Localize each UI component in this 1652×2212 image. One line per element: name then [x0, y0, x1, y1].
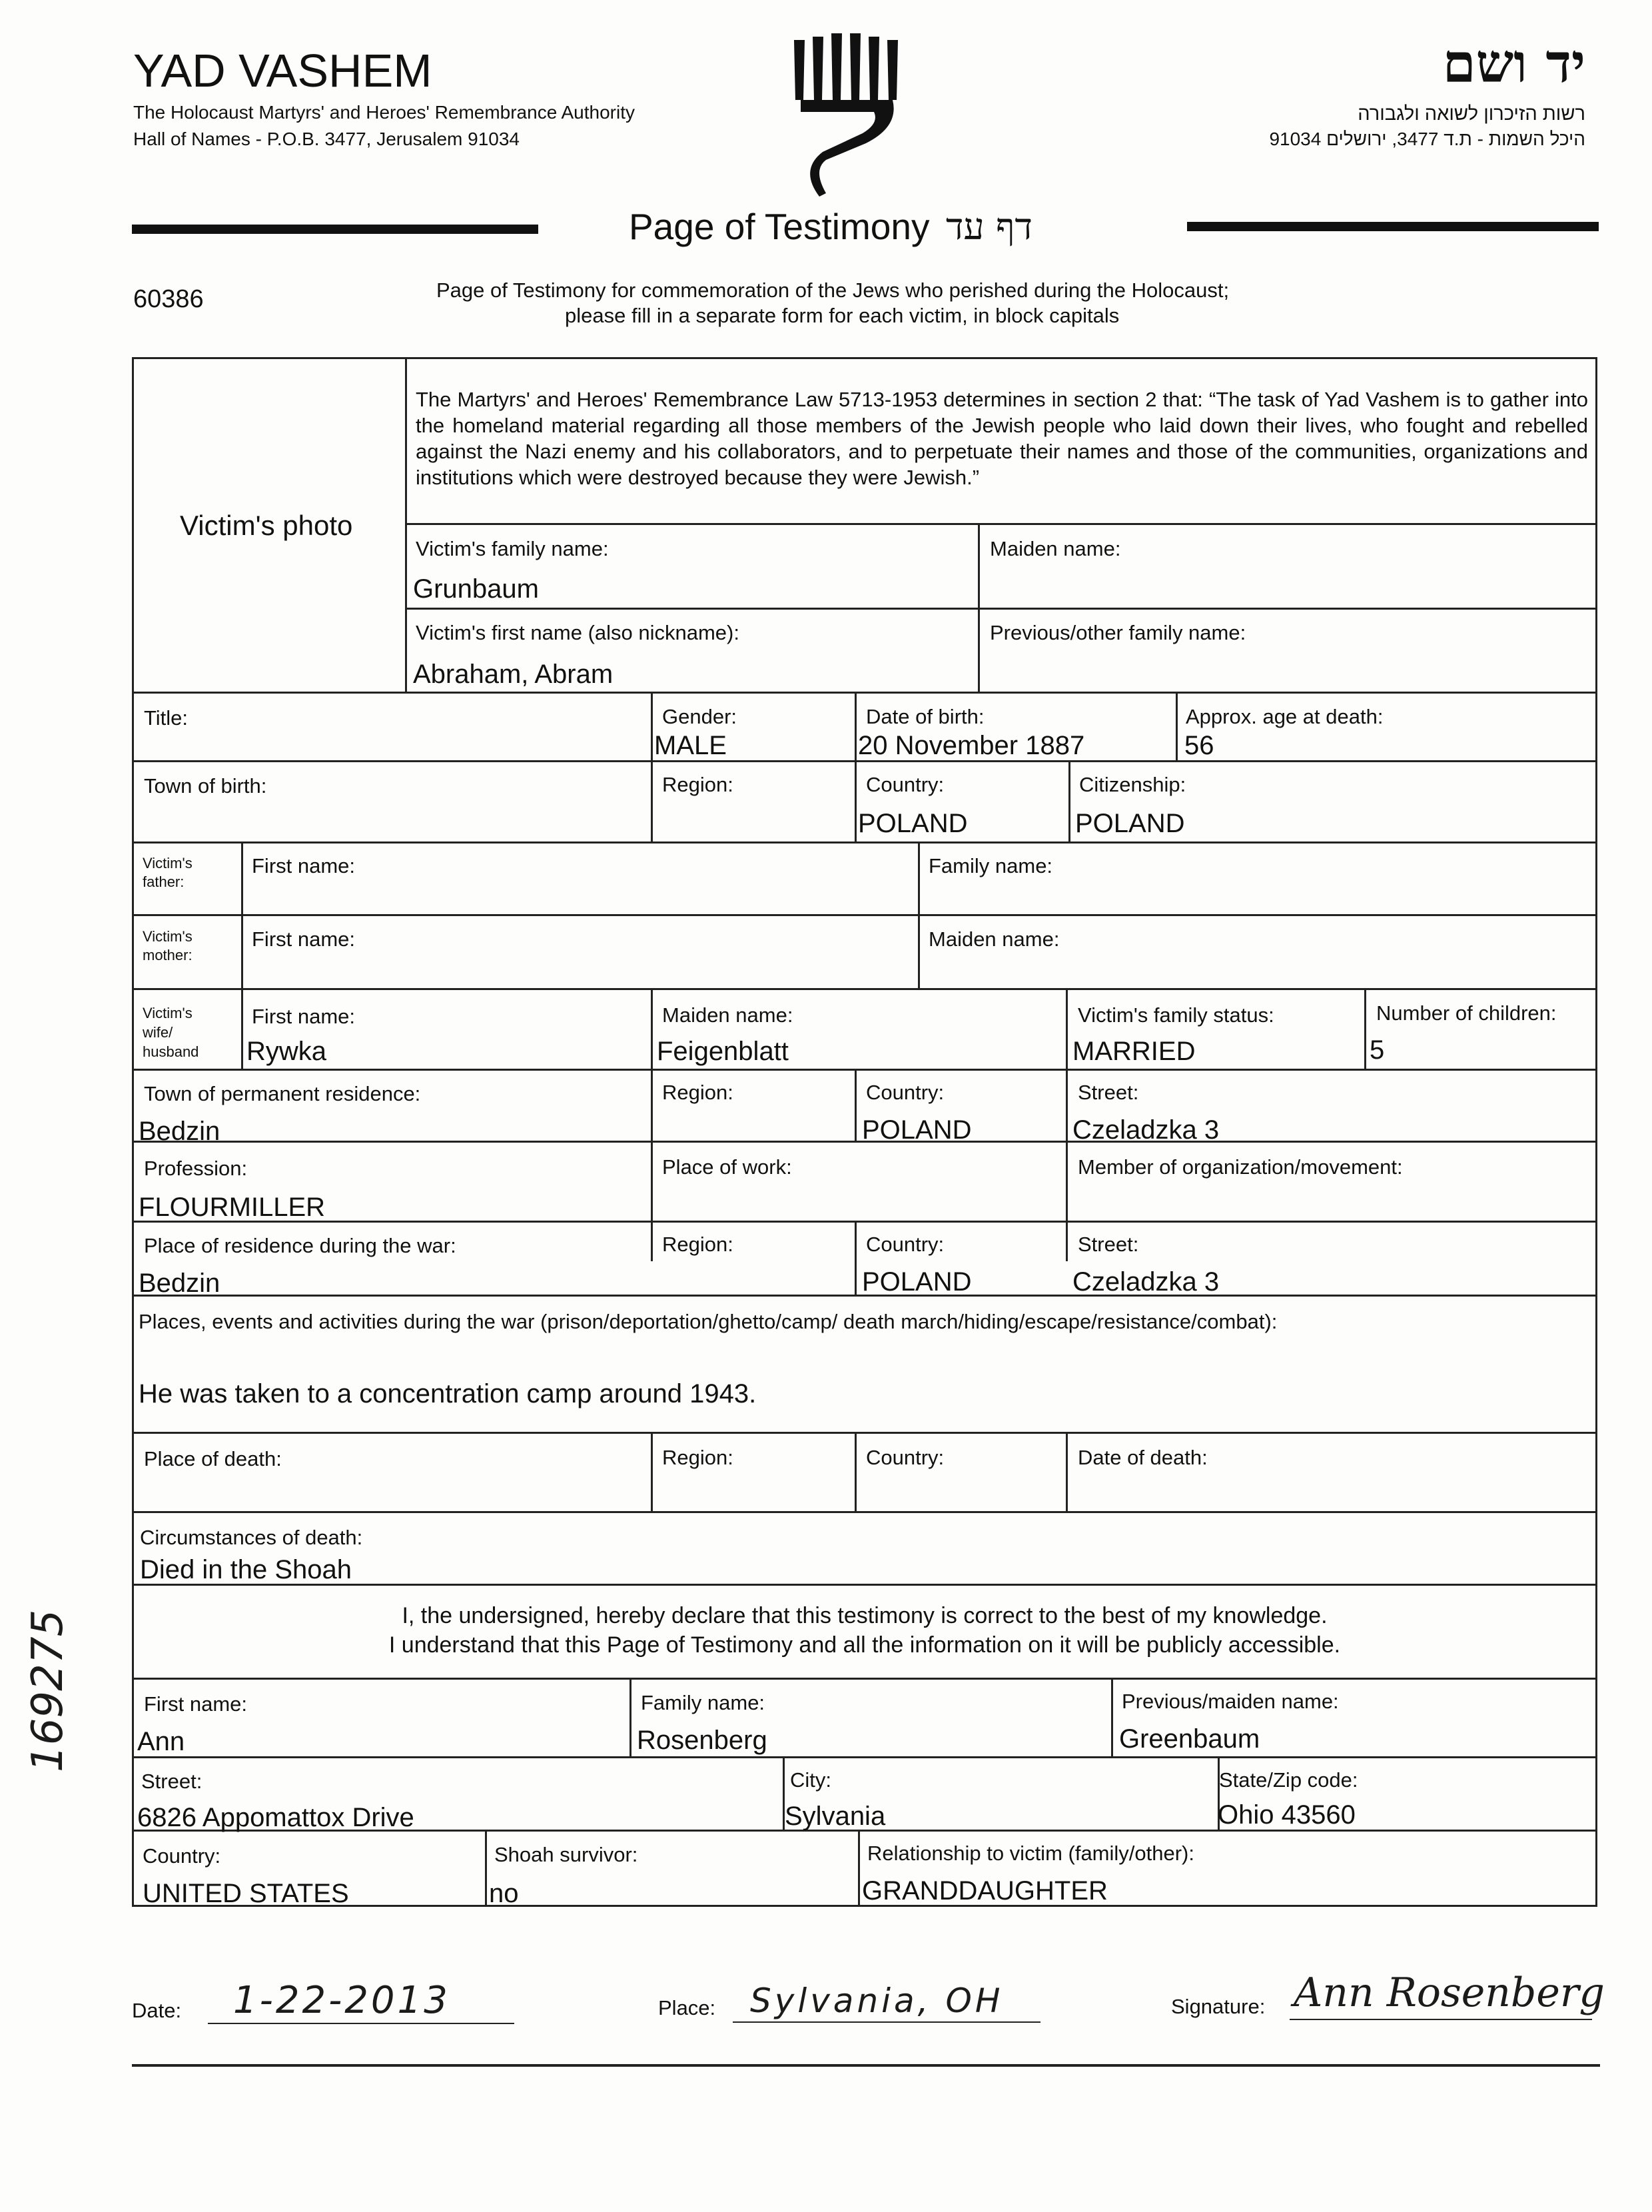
yad-vashem-logo — [786, 27, 906, 200]
title-label: Title: — [144, 706, 189, 730]
relationship-label: Relationship to victim (family/other): — [867, 1842, 1194, 1865]
age-at-death-value: 56 — [1184, 731, 1214, 760]
birth-country-label: Country: — [866, 773, 945, 796]
victim-first-name: Abraham, Abram — [413, 660, 614, 689]
relationship-value: GRANDDAUGHTER — [862, 1876, 1108, 1906]
mother-maiden-name-label: Maiden name: — [929, 927, 1060, 951]
father-family-name-label: Family name: — [929, 854, 1053, 877]
war-region-label: Region: — [662, 1233, 733, 1256]
law-text: The Martyrs' and Heroes' Remembrance Law 5713-1953 determines in section 2 that: “The task of Yad Vashem is to gather into the homeland material regarding all those members of the Jewish people who laid down their lives, who fought and rebelled against the Nazi enemy and his collaborators, and to perpetuate their names and those of the communities, organizations and institutions which were destroyed because they were Jewish.” — [416, 388, 1588, 489]
father-row-label: Victim's father: — [143, 855, 193, 890]
war-residence-town: Bedzin — [139, 1269, 220, 1298]
submitter-state-label: State/Zip code: — [1219, 1768, 1358, 1792]
number-of-children-label: Number of children: — [1376, 1001, 1557, 1025]
submitter-family-name: Rosenberg — [637, 1726, 767, 1755]
war-residence-label: Place of residence during the war: — [144, 1234, 456, 1257]
circumstances-value: Died in the Shoah — [140, 1555, 352, 1584]
org-subtitle: The Holocaust Martyrs' and Heroes' Remembrance Authority — [133, 102, 635, 123]
spouse-maiden-name: Feigenblatt — [657, 1037, 789, 1066]
war-events-value: He was taken to a concentration camp around 1943. — [139, 1379, 757, 1408]
victim-first-name-label: Victim's first name (also nickname): — [416, 621, 739, 644]
dob-label: Date of birth: — [866, 705, 985, 728]
org-subtitle-hebrew: רשות הזיכרון לשואה ולגבורה — [1358, 103, 1585, 125]
header-rule-right — [1187, 222, 1599, 231]
bottom-rule — [132, 2064, 1600, 2067]
submitter-street: 6826 Appomattox Drive — [137, 1803, 414, 1832]
mother-row-label: Victim's mother: — [143, 928, 193, 963]
circumstances-label: Circumstances of death: — [140, 1526, 363, 1549]
form-number: 60386 — [133, 285, 204, 313]
permanent-street-value: Czeladzka 3 — [1072, 1115, 1220, 1145]
header-rule-left — [132, 225, 538, 234]
dob-value: 20 November 1887 — [858, 731, 1085, 760]
form-title: Page of Testimony — [629, 206, 930, 247]
submitter-previous-name-label: Previous/maiden name: — [1122, 1690, 1339, 1713]
place-of-death-label: Place of death: — [144, 1447, 282, 1470]
permanent-town-value: Bedzin — [139, 1117, 220, 1146]
profession-label: Profession: — [144, 1157, 248, 1180]
submitter-first-name: Ann — [137, 1727, 185, 1756]
family-status-label: Victim's family status: — [1078, 1003, 1274, 1027]
war-street-value: Czeladzka 3 — [1072, 1267, 1220, 1297]
number-of-children-value: 5 — [1370, 1035, 1385, 1065]
permanent-country-value: POLAND — [862, 1115, 972, 1145]
spouse-maiden-name-label: Maiden name: — [662, 1003, 793, 1027]
war-country-value: POLAND — [862, 1267, 972, 1297]
war-country-label: Country: — [866, 1233, 945, 1256]
margin-note: 169275 — [23, 1609, 73, 1772]
shoah-survivor-label: Shoah survivor: — [494, 1843, 638, 1866]
org-name-hebrew: יד ושם — [1442, 32, 1585, 95]
submitter-country: UNITED STATES — [143, 1879, 349, 1908]
father-first-name-label: First name: — [252, 854, 356, 877]
place-of-work-label: Place of work: — [662, 1155, 792, 1179]
shoah-survivor-value: no — [489, 1879, 519, 1908]
signature-value: Ann Rosenberg — [1294, 1969, 1605, 2016]
permanent-region-label: Region: — [662, 1081, 733, 1104]
death-region-label: Region: — [662, 1446, 733, 1469]
submitter-previous-name: Greenbaum — [1119, 1724, 1260, 1754]
citizenship-label: Citizenship: — [1079, 773, 1186, 796]
submitter-state: Ohio 43560 — [1218, 1800, 1356, 1830]
declaration-line-1: I, the undersigned, hereby declare that this testimony is correct to the best of my knowledge. — [402, 1603, 1328, 1628]
org-name: YAD VASHEM — [133, 45, 432, 97]
permanent-street-label: Street: — [1078, 1081, 1139, 1104]
permanent-country-label: Country: — [866, 1081, 945, 1104]
intro-line-2: please fill in a separate form for each victim, in block capitals — [565, 304, 1120, 327]
age-at-death-label: Approx. age at death: — [1186, 705, 1384, 728]
submitter-city-label: City: — [790, 1768, 831, 1792]
org-address-hebrew: היכל השמות - ת.ד 3477, ירושלים 91034 — [1269, 129, 1585, 149]
death-country-label: Country: — [866, 1446, 945, 1469]
spouse-first-name: Rywka — [246, 1037, 327, 1066]
footer-place-value: Sylvania, OH — [750, 1981, 1004, 2020]
gender-label: Gender: — [662, 705, 737, 728]
footer-date-value: 1-22-2013 — [233, 1979, 450, 2022]
spouse-row-label: Victim's wife/ husband — [143, 1005, 199, 1060]
gender-value: MALE — [654, 731, 727, 760]
previous-family-name-label: Previous/other family name: — [990, 621, 1246, 644]
birth-region-label: Region: — [662, 773, 733, 796]
submitter-city: Sylvania — [785, 1802, 886, 1831]
maiden-name-label: Maiden name: — [990, 537, 1121, 560]
submitter-first-name-label: First name: — [144, 1692, 248, 1716]
mother-first-name-label: First name: — [252, 927, 356, 951]
declaration-line-2: I understand that this Page of Testimony and all the information on it will be publicly accessible. — [388, 1632, 1341, 1658]
submitter-country-label: Country: — [143, 1844, 221, 1868]
footer-date-label: Date: — [132, 1999, 182, 2022]
profession-value: FLOURMILLER — [139, 1193, 326, 1222]
family-status-value: MARRIED — [1072, 1037, 1196, 1066]
victim-family-name-label: Victim's family name: — [416, 537, 609, 560]
organization-label: Member of organization/movement: — [1078, 1155, 1403, 1179]
birth-country-value: POLAND — [858, 809, 968, 838]
war-events-label: Places, events and activities during the war (prison/deportation/ghetto/camp/ death march/hiding/escape/resistance/combat): — [139, 1310, 1278, 1333]
intro-line-1: Page of Testimony for commemoration of the Jews who perished during the Holocaust; — [436, 278, 1230, 302]
victim-photo-label: Victim's photo — [180, 510, 353, 541]
signature-label: Signature: — [1171, 1995, 1266, 2018]
form-title-hebrew: דף עד — [946, 205, 1033, 248]
submitter-street-label: Street: — [141, 1770, 203, 1793]
submitter-family-name-label: Family name: — [641, 1691, 765, 1714]
footer-place-label: Place: — [658, 1996, 716, 2019]
spouse-first-name-label: First name: — [252, 1005, 356, 1028]
citizenship-value: POLAND — [1075, 809, 1185, 838]
date-of-death-label: Date of death: — [1078, 1446, 1208, 1469]
town-of-birth-label: Town of birth: — [144, 774, 267, 798]
permanent-town-label: Town of permanent residence: — [144, 1082, 421, 1105]
org-address: Hall of Names - P.O.B. 3477, Jerusalem 91034 — [133, 129, 520, 149]
victim-family-name: Grunbaum — [413, 574, 539, 604]
war-street-label: Street: — [1078, 1233, 1139, 1256]
